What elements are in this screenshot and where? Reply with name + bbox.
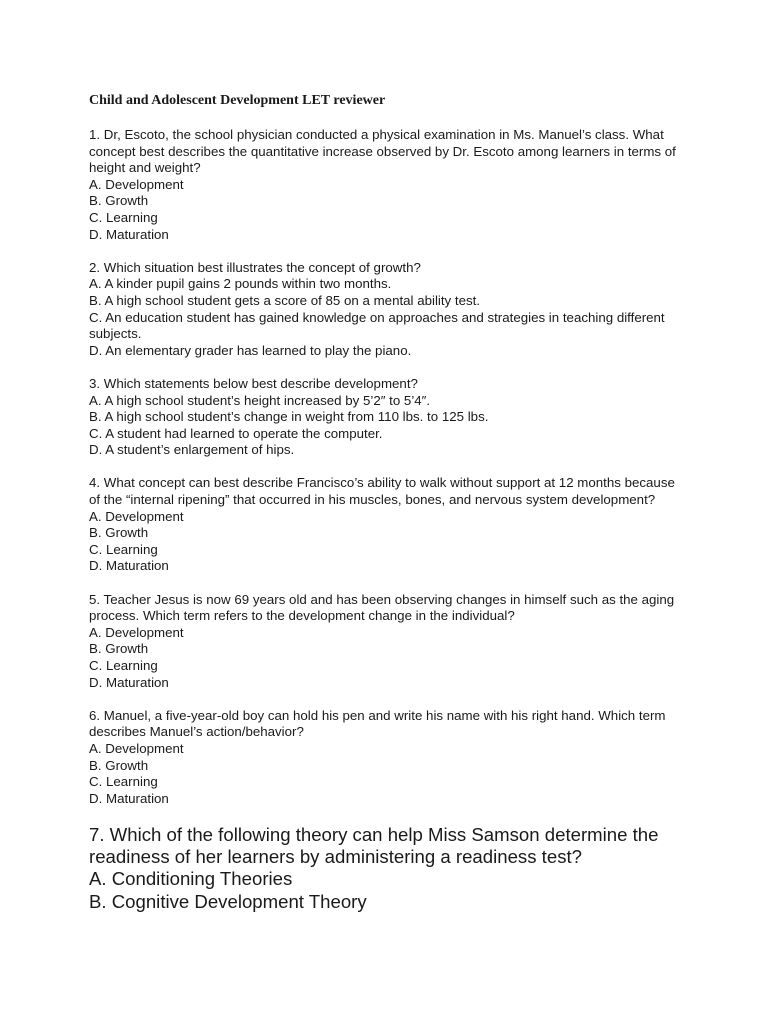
question-text: 2. Which situation best illustrates the concept of growth? [89,259,421,275]
question-6 [89,708,679,808]
option-a: A. Development [89,176,184,192]
option-c: C. A student had learned to operate the computer. [89,425,383,441]
option-d: D. An elementary grader has learned to play the piano. [89,342,412,358]
option-c: C. An education student has gained knowledge on approaches and strategies in teaching different subjects. [89,309,665,342]
question-text: 3. Which statements below best describe development? [89,375,418,391]
question-text: 4. What concept can best describe Francisco’s ability to walk without support at 12 months because of the “internal ripening” that occurred in his muscles, bones, and nervous system development? [89,475,675,508]
option-b: B. Growth [89,193,149,209]
option-b: B. A high school student’s change in weight from 110 lbs. to 125 lbs. [89,409,489,425]
question-text: 7. Which of the following theory can help Miss Samson determine the readiness of her learners by administering a readiness test? [89,823,659,868]
option-c: C. Learning [89,658,158,673]
question-text: 6. Manuel, a five-year-old boy can hold his pen and write his name with his right hand. Which term describes Manuel’s action/behavior? [89,707,666,740]
option-a: A. Development [89,624,184,640]
option-a: A. Development [89,508,184,524]
option-a: A. A kinder pupil gains 2 pounds within two months. [89,276,392,292]
option-d: D. Maturation [89,558,169,574]
document-title: Child and Adolescent Development LET reviewer [89,93,386,108]
document-page [89,92,679,929]
option-a: A. Conditioning Theories [89,868,293,890]
option-b: B. Growth [89,757,149,773]
question-5 [89,592,679,692]
option-c: C. Learning [89,541,158,557]
option-d: D. Maturation [89,790,169,806]
question-3 [89,376,679,459]
option-d: D. Maturation [89,226,169,242]
question-1 [89,127,679,243]
option-c: C. Learning [89,774,158,790]
option-a: A. Development [89,740,184,756]
question-7 [89,824,679,913]
option-b: B. A high school student gets a score of 85 on a mental ability test. [89,292,481,308]
question-text: 5. Teacher Jesus is now 69 years old and has been observing changes in himself such as the aging process. Which term refers to the development change in the individual? [89,591,675,624]
option-d: D. Maturation [89,674,169,690]
question-text: 1. Dr, Escoto, the school physician conducted a physical examination in Ms. Manuel’s class. What concept best describes the quantitative increase observed by Dr. Escoto among learners in terms of height and weight? [89,127,676,176]
option-d: D. A student’s enlargement of hips. [89,442,295,458]
question-4 [89,475,679,575]
option-a: A. A high school student’s height increased by 5’2″ to 5’4″. [89,392,431,408]
option-c: C. Learning [89,209,158,225]
option-b: B. Growth [89,641,149,657]
option-b: B. Cognitive Development Theory [89,890,367,912]
question-2 [89,260,679,360]
option-b: B. Growth [89,525,149,541]
